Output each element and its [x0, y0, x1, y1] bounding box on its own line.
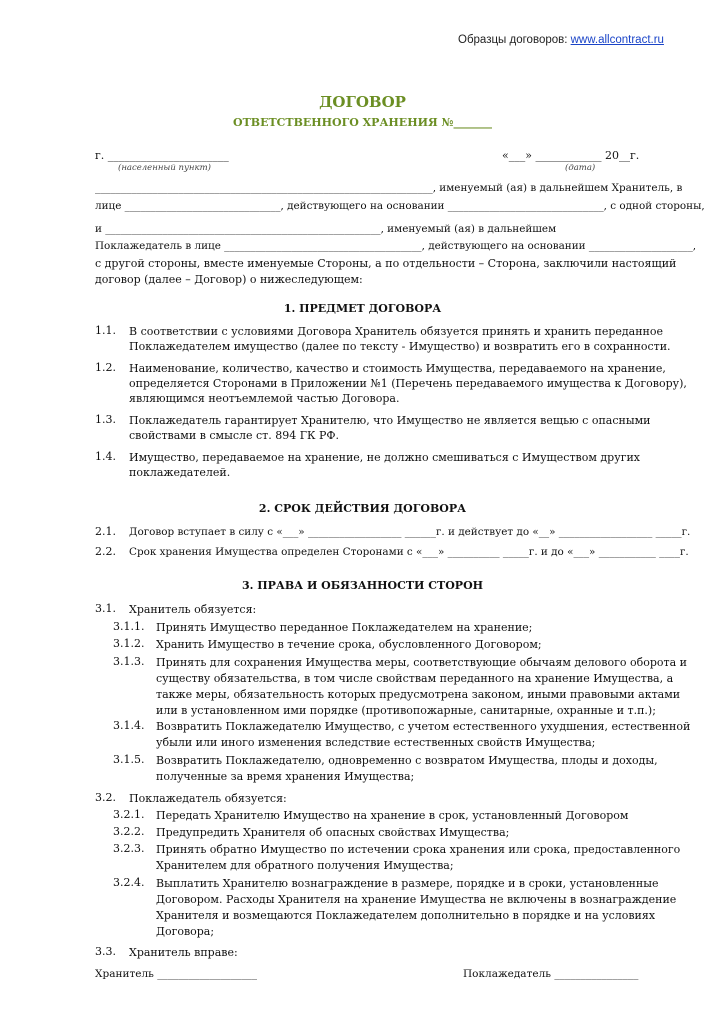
subclause-line: Выплатить Хранителю вознаграждение в размере, порядке и в сроки, установленные: [156, 877, 659, 890]
subclause-line: полученные за время хранения Имущества;: [156, 770, 415, 783]
clause-text: Договор вступает в силу с «___» __________________ ______г. и действует до «__» __________________ _____г.: [129, 526, 691, 538]
preamble-line: _________________________________________________________________, именуемый (ая) в дальнейшем Хранитель, в: [95, 182, 683, 194]
clause-number: 3.1.: [95, 602, 116, 615]
clause-text: Хранитель обязуется:: [129, 603, 257, 616]
clause-number: 3.3.: [95, 945, 116, 958]
preamble-line: договор (далее – Договор) о нижеследующем:: [95, 273, 363, 286]
clause-number: 3.2.: [95, 791, 116, 804]
clause-line: Поклажедатель гарантирует Хранителю, что Имущество не является вещью с опасными: [129, 414, 651, 427]
subclause-line: Принять для сохранения Имущества меры, соответствующие обычаям делового оборота и: [156, 656, 687, 669]
clause-text: [129, 361, 687, 406]
site-link[interactable]: www.allcontract.ru: [570, 34, 664, 46]
subclause-text: [156, 825, 509, 840]
subclause-number: 3.2.4.: [113, 876, 145, 889]
subclause-line: Возвратить Поклажедателю Имущество, с учетом естественного ухудшения, естественной: [156, 720, 691, 733]
subclause-number: 3.1.1.: [113, 620, 145, 633]
subclause-line: Принять Имущество переданное Поклажедателем на хранение;: [156, 621, 533, 634]
clause-text: [129, 324, 671, 354]
clause-line: Наименование, количество, качество и стоимость Имущества, передаваемого на хранение,: [129, 362, 666, 375]
subclause-line: Хранителем для обратного получения Имущества;: [156, 859, 454, 872]
date-field: «___» ____________ 20__г.: [502, 149, 640, 162]
subclause-text: [156, 876, 676, 940]
clause-line: определяется Сторонами в Приложении №1 (Перечень передаваемого имущества к Договору),: [129, 377, 687, 390]
clause-line: поклажедателей.: [129, 466, 231, 479]
subclause-line: Хранить Имущество в течение срока, обусловленного Договором;: [156, 638, 542, 651]
clause-number: 2.2.: [95, 545, 116, 558]
doc-title: ДОГОВОР: [319, 93, 406, 111]
subclause-line: Предупредить Хранителя об опасных свойствах Имущества;: [156, 826, 510, 839]
clause-number: 1.2.: [95, 361, 116, 374]
clause-text: [129, 450, 640, 480]
subclause-text: [156, 719, 690, 751]
clause-text: Срок хранения Имущества определен Сторонами с «___» __________ _____г. и до «___» ___________ ____г.: [129, 546, 689, 558]
subclause-line: убыли или иного изменения вследствие естественных свойств Имущества;: [156, 736, 596, 749]
subclause-line: также меры, обязательность которых предусмотрена законом, иными правовыми актами: [156, 688, 681, 701]
clause-number: 1.3.: [95, 413, 116, 426]
subclause-text: [156, 842, 680, 874]
subclause-line: Договора;: [156, 925, 215, 938]
subclause-number: 3.1.3.: [113, 655, 145, 668]
section-title: 1. ПРЕДМЕТ ДОГОВОРА: [283, 302, 442, 315]
subclause-number: 3.1.4.: [113, 719, 145, 732]
section-title: 3. ПРАВА И ОБЯЗАННОСТИ СТОРОН: [241, 579, 484, 592]
preamble-line: и _____________________________________________________, именуемый (ая) в дальнейшем: [95, 223, 557, 235]
clause-text: Хранитель вправе:: [129, 946, 238, 959]
subclause-number: 3.1.2.: [113, 637, 145, 650]
clause-number: 2.1.: [95, 525, 116, 538]
clause-line: являющимся неотъемлемой частью Договора.: [129, 392, 400, 405]
clause-number: 1.4.: [95, 450, 116, 463]
doc-subtitle: ОТВЕТСТВЕННОГО ХРАНЕНИЯ №_______: [233, 116, 492, 129]
subclause-text: [156, 808, 628, 823]
subclause-number: 3.1.5.: [113, 753, 145, 766]
signature-keeper: Хранитель ___________________: [95, 968, 257, 980]
subclause-number: 3.2.1.: [113, 808, 145, 821]
subclause-number: 3.2.2.: [113, 825, 145, 838]
city-field: г. ______________________: [95, 149, 229, 162]
subclause-text: [156, 753, 658, 785]
header: [458, 34, 664, 46]
date-hint: (дата): [565, 163, 596, 173]
clause-text: [129, 413, 650, 443]
preamble-line: Поклажедатель в лице ______________________________________, действующего на основании ____________________,: [95, 240, 697, 252]
subclause-number: 3.2.3.: [113, 842, 145, 855]
subclause-text: [156, 620, 532, 635]
city-hint: (населенный пункт): [118, 163, 211, 173]
preamble-line: с другой стороны, вместе именуемые Стороны, а по отдельности – Сторона, заключили настоящий: [95, 257, 677, 270]
subclause-line: Договором. Расходы Хранителя на хранение Имущества не включены в вознаграждение: [156, 893, 677, 906]
signature-depositor: Поклажедатель ________________: [463, 968, 639, 980]
subclause-text: [156, 637, 542, 652]
subclause-line: или в установленном ими порядке (противопожарные, санитарные, охранные и т.п.);: [156, 704, 656, 717]
clause-line: свойствами в смысле ст. 894 ГК РФ.: [129, 429, 340, 442]
clause-text: Поклажедатель обязуется:: [129, 792, 287, 805]
subclause-line: существу обязательства, в том числе свойствам переданного на хранение Имущества, а: [156, 672, 674, 685]
clause-line: Имущество, передаваемое на хранение, не должно смешиваться с Имуществом других: [129, 451, 640, 464]
clause-line: В соответствии с условиями Договора Хранитель обязуется принять и хранить переданное: [129, 325, 664, 338]
subclause-line: Принять обратно Имущество по истечении срока хранения или срока, предоставленного: [156, 843, 681, 856]
subclause-line: Хранителя и возмещаются Поклажедателем дополнительно в порядке и на условиях: [156, 909, 656, 922]
preamble-line: лице ______________________________, действующего на основании ______________________________, с одной стороны,: [95, 200, 705, 212]
clause-number: 1.1.: [95, 324, 116, 337]
header-prefix: Образцы договоров:: [458, 34, 571, 46]
subclause-line: Возвратить Поклажедателю, одновременно с возвратом Имущества, плоды и доходы,: [156, 754, 658, 767]
subclause-line: Передать Хранителю Имущество на хранение в срок, установленный Договором: [156, 809, 629, 822]
section-title: 2. СРОК ДЕЙСТВИЯ ДОГОВОРА: [258, 502, 467, 515]
subclause-text: [156, 655, 687, 719]
clause-line: Поклажедателем имущество (далее по тексту - Имущество) и возвратить его в сохранности.: [129, 340, 671, 353]
